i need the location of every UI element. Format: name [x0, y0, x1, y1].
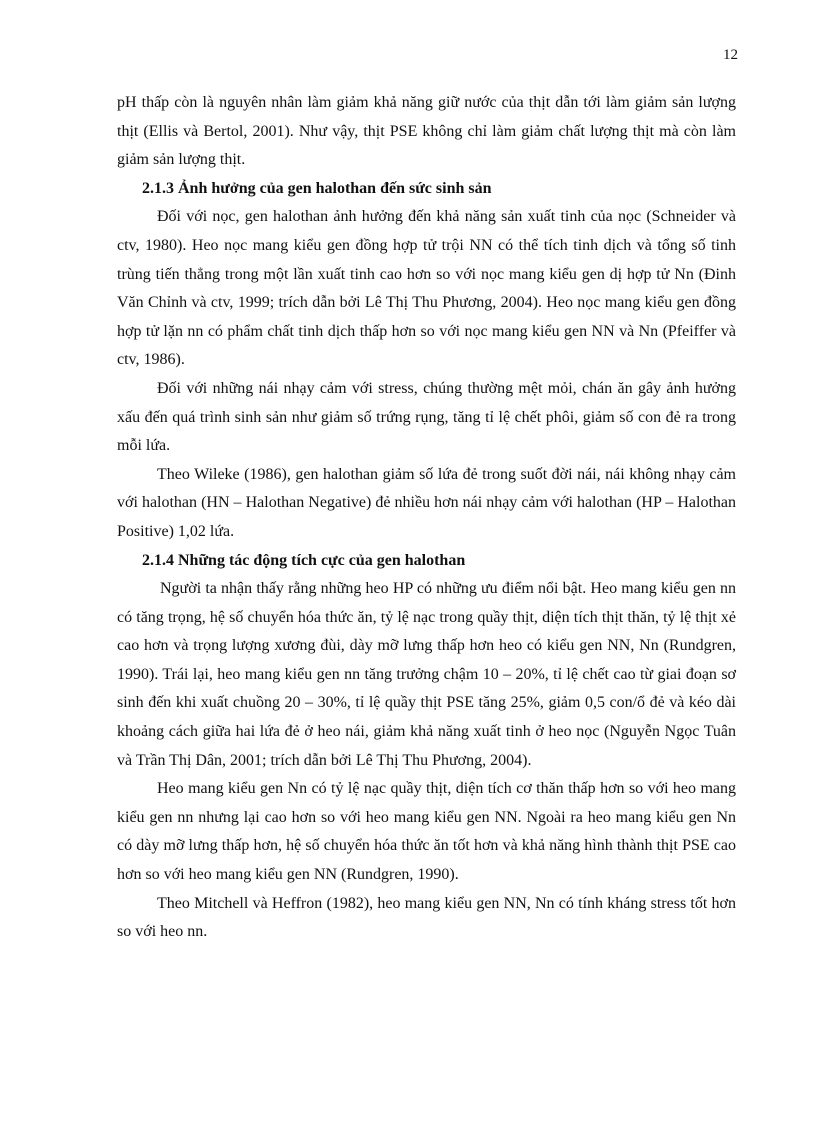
paragraph-mitchell: Theo Mitchell và Heffron (1982), heo mang kiểu gen NN, Nn có tính kháng stress tốt hơn so với heo nn. — [117, 894, 736, 941]
section-heading-2-1-4: 2.1.4 Những tác động tích cực của gen halothan — [142, 551, 466, 569]
paragraph-hp-advantages: Người ta nhận thấy rằng những heo HP có những ưu điểm nổi bật. Heo mang kiểu gen nn có tăng trọng, hệ số chuyển hóa thức ăn, tỷ lệ nạc trong quầy thịt, diện tích thịt thăn, tỷ lệ thịt xẻ cao hơn và trọng lượng xương đùi, dày mỡ lưng thấp hơn heo có kiểu gen NN, Nn (Rundgren, 1990). Trái lại, heo mang kiểu gen nn tăng trưởng chậm 10 – 20%, tỉ lệ chết cao từ giai đoạn sơ sinh đến khi xuất chuồng 20 – 30%, tỉ lệ quầy thịt PSE tăng 25%, giảm 0,5 con/ổ đẻ và kéo dài khoảng cách giữa hai lứa đẻ ở heo nái, giảm khả năng xuất tinh ở heo nọc (Nguyễn Ngọc Tuân và Trần Thị Dân, 2001; trích dẫn bởi Lê Thị Thu Phương, 2004). — [117, 580, 736, 769]
paragraph-continuation: pH thấp còn là nguyên nhân làm giảm khả năng giữ nước của thịt dẫn tới làm giảm sản lượng thịt (Ellis và Bertol, 2001). Như vậy, thịt PSE không chỉ làm giảm chất lượng thịt mà còn làm giảm sản lượng thịt. — [117, 94, 736, 169]
section-heading-2-1-3: 2.1.3 Ảnh hưởng của gen halothan đến sức sinh sản — [142, 179, 492, 197]
document-body — [117, 89, 736, 947]
page-number: 12 — [723, 47, 738, 63]
paragraph-nn-genotype: Heo mang kiểu gen Nn có tỷ lệ nạc quầy thịt, diện tích cơ thăn thấp hơn so với heo mang kiểu gen nn nhưng lại cao hơn so với heo mang kiểu gen NN. Ngoài ra heo mang kiểu gen Nn có dày mỡ lưng thấp hơn, hệ số chuyển hóa thức ăn tốt hơn và khả năng hình thành thịt PSE cao hơn so với heo mang kiểu gen NN (Rundgren, 1990). — [117, 780, 736, 884]
paragraph-wileke: Theo Wileke (1986), gen halothan giảm số lứa đẻ trong suốt đời nái, nái không nhạy cảm với halothan (HN – Halothan Negative) đẻ nhiều hơn nái nhạy cảm với halothan (HP – Halothan Positive) 1,02 lứa. — [117, 465, 736, 540]
paragraph-sow-stress: Đối với những nái nhạy cảm với stress, chúng thường mệt mỏi, chán ăn gây ảnh hưởng xấu đến quá trình sinh sản như giảm số trứng rụng, tăng tỉ lệ chết phôi, giảm số con đẻ ra trong mỗi lứa. — [117, 379, 736, 455]
paragraph-boar-fertility: Đối với nọc, gen halothan ảnh hưởng đến khả năng sản xuất tinh của nọc (Schneider và ctv, 1980). Heo nọc mang kiểu gen đồng hợp tử trội NN có thể tích tinh dịch và tổng số tinh trùng tiến thẳng trong một lần xuất tinh cao hơn so với nọc mang kiểu gen dị hợp tử Nn (Đinh Văn Chỉnh và ctv, 1999; trích dẫn bởi Lê Thị Thu Phương, 2004). Heo nọc mang kiểu gen đồng hợp tử lặn nn có phẩm chất tinh dịch thấp hơn so với nọc mang kiểu gen NN và Nn (Pfeiffer và ctv, 1986). — [117, 208, 736, 369]
